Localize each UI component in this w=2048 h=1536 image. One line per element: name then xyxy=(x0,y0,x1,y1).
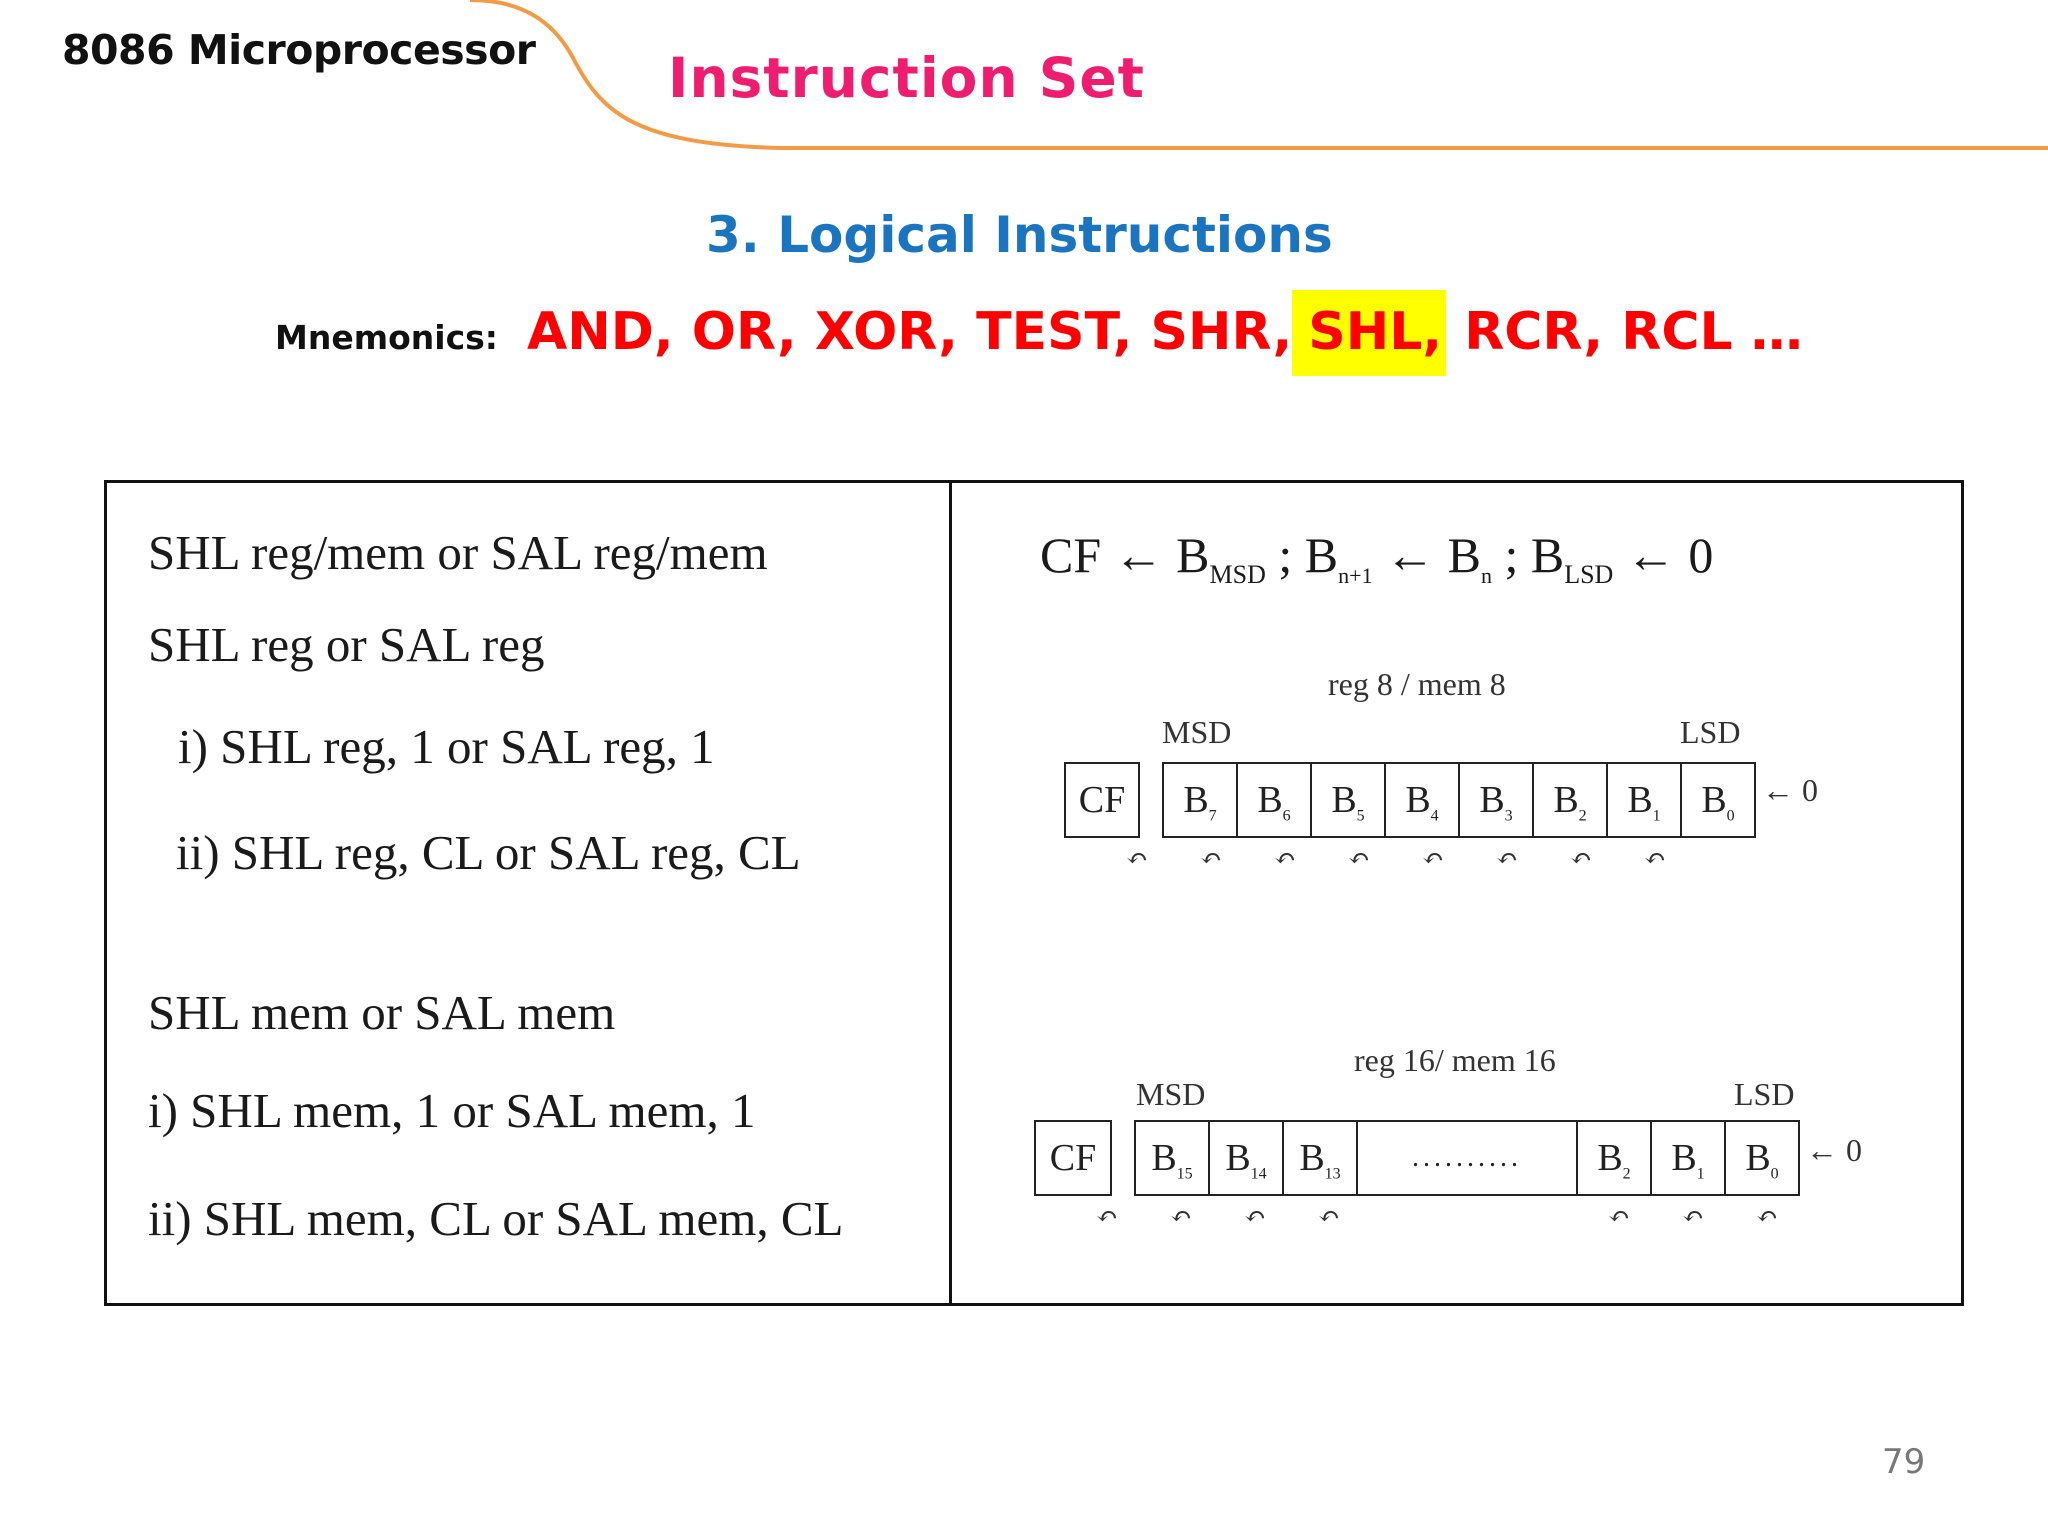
diagram8-register xyxy=(1162,762,1752,838)
syntax-line: i) SHL mem, 1 or SAL mem, 1 xyxy=(148,1083,756,1138)
syntax-line: i) SHL reg, 1 or SAL reg, 1 xyxy=(178,719,715,774)
formula-sub: n+1 xyxy=(1338,563,1373,588)
diagram8-lsd: LSD xyxy=(1680,714,1741,750)
bit-cell: $B_1$ xyxy=(1650,1120,1726,1196)
shift-arrow-icon: ↶ xyxy=(1496,844,1518,874)
mnemonics-highlight: SHL, xyxy=(1292,290,1446,376)
diagram8-shift-arrows xyxy=(1126,844,1726,874)
diagram16-cf-box: CF xyxy=(1034,1120,1112,1196)
diagram16-register xyxy=(1134,1120,1800,1196)
shift-arrow-icon: ↶ xyxy=(1200,844,1222,874)
diagram16-title: reg 16/ mem 16 xyxy=(1354,1042,1556,1078)
shift-arrow-icon: ↶ xyxy=(1126,844,1148,874)
diagram8-title: reg 8 / mem 8 xyxy=(1328,666,1506,702)
formula-sub: n xyxy=(1480,563,1492,588)
diagram16-shift-in: ← 0 xyxy=(1806,1132,1862,1168)
shift-arrow-icon: ↶ xyxy=(1348,844,1370,874)
bit-cell: $B_5$ xyxy=(1310,762,1386,838)
bit-cell: $B_1$ xyxy=(1606,762,1682,838)
formula-b: B xyxy=(1530,527,1565,583)
diagram8-cf-box: CF xyxy=(1064,762,1140,838)
bit-cell: $B_{14}$ xyxy=(1208,1120,1284,1196)
shift-arrow-icon: ↶ xyxy=(1170,1202,1192,1232)
bit-cell: $B_0$ xyxy=(1680,762,1756,838)
operation-formula xyxy=(1040,526,1713,590)
formula-sep: ; xyxy=(1504,527,1519,583)
shift-arrow-icon: ↶ xyxy=(1096,1202,1118,1232)
bit-cell: $B_6$ xyxy=(1236,762,1312,838)
section-title: 3. Logical Instructions xyxy=(706,206,1333,264)
shift-arrow-icon: ↶ xyxy=(1318,1202,1340,1232)
shift-arrow-icon: ↶ xyxy=(1644,844,1666,874)
bit-cell: $B_0$ xyxy=(1724,1120,1800,1196)
bit-ellipsis: .......... xyxy=(1356,1120,1578,1196)
mnemonics-after: RCR, RCL … xyxy=(1464,302,1803,362)
syntax-line: ii) SHL reg, CL or SAL reg, CL xyxy=(176,825,801,880)
shift-arrow-icon: ↶ xyxy=(1608,1202,1630,1232)
diagram16-shift-arrows xyxy=(1096,1202,1776,1232)
shift-arrow-icon: ↶ xyxy=(1274,844,1296,874)
bit-cell: $B_{15}$ xyxy=(1134,1120,1210,1196)
formula-cf: CF xyxy=(1040,527,1102,583)
table-divider xyxy=(949,480,952,1306)
mnemonics-list xyxy=(527,302,1803,362)
formula-arrow: ← xyxy=(1385,527,1436,583)
formula-sep: ; xyxy=(1278,527,1293,583)
formula-sub: LSD xyxy=(1564,560,1614,589)
page-number: 79 xyxy=(1882,1442,1926,1482)
diagram8-msd: MSD xyxy=(1162,714,1232,750)
formula-arrow: ← xyxy=(1625,527,1676,583)
syntax-line: ii) SHL mem, CL or SAL mem, CL xyxy=(148,1191,844,1246)
bit-cell: $B_4$ xyxy=(1384,762,1460,838)
shift-arrow-icon: ↶ xyxy=(1682,1202,1704,1232)
formula-sub: MSD xyxy=(1209,560,1266,589)
course-title: 8086 Microprocessor xyxy=(62,26,536,74)
diagram16-lsd: LSD xyxy=(1734,1076,1795,1112)
formula-b: B xyxy=(1176,527,1210,583)
syntax-line: SHL reg or SAL reg xyxy=(148,617,545,672)
diagram16-msd: MSD xyxy=(1136,1076,1206,1112)
mnemonics-before: AND, OR, XOR, TEST, SHR, xyxy=(527,302,1293,362)
bit-cell: $B_2$ xyxy=(1532,762,1608,838)
formula-zero: 0 xyxy=(1688,527,1714,583)
shift-arrow-icon: ↶ xyxy=(1570,844,1592,874)
bit-cell: $B_{13}$ xyxy=(1282,1120,1358,1196)
slide-title: Instruction Set xyxy=(668,46,1145,110)
bit-cell: $B_3$ xyxy=(1458,762,1534,838)
shift-arrow-icon: ↶ xyxy=(1422,844,1444,874)
formula-b: B xyxy=(1304,527,1339,583)
syntax-line: SHL mem or SAL mem xyxy=(148,985,616,1040)
bit-cell: $B_7$ xyxy=(1162,762,1238,838)
formula-arrow: ← xyxy=(1113,527,1164,583)
bit-cell: $B_2$ xyxy=(1576,1120,1652,1196)
mnemonics-label: Mnemonics: xyxy=(275,318,498,357)
syntax-line: SHL reg/mem or SAL reg/mem xyxy=(148,525,768,580)
diagram8-shift-in: ← 0 xyxy=(1762,772,1818,808)
shift-arrow-icon: ↶ xyxy=(1756,1202,1778,1232)
shift-arrow-icon: ↶ xyxy=(1244,1202,1266,1232)
formula-b: B xyxy=(1447,527,1481,583)
